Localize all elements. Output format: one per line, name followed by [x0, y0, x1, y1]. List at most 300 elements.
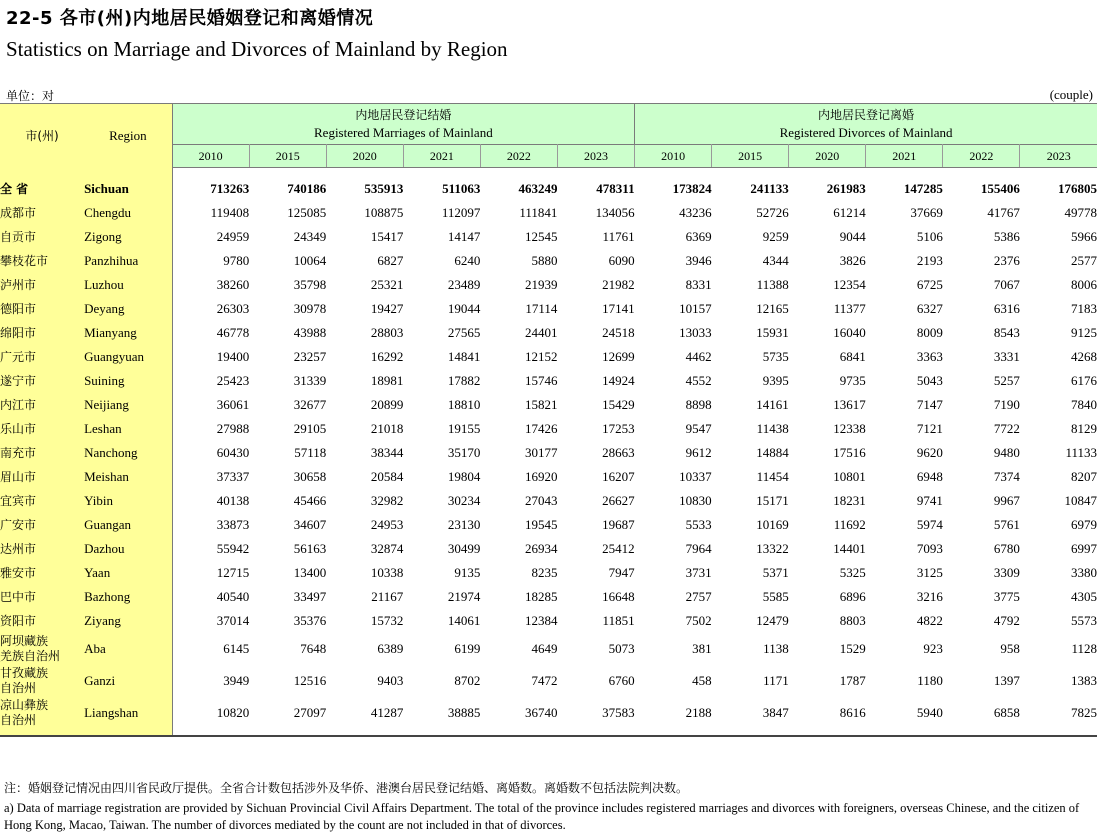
divorce-group-header-zh: 内地居民登记离婚 — [818, 108, 915, 122]
marriage-value-cell: 43988 — [293, 325, 327, 340]
marriage-value-cell: 17114 — [525, 301, 558, 316]
divorce-value-cell: 11133 — [1065, 445, 1097, 460]
region-name-zh: 宜宾市 — [0, 489, 84, 513]
marriage-value-cell: 46778 — [216, 325, 250, 340]
marriage-value-cell: 21974 — [447, 589, 481, 604]
marriage-value-cell: 17882 — [447, 373, 481, 388]
divorce-value-cell: 3216 — [916, 589, 943, 604]
region-name-en: Aba — [84, 633, 172, 665]
marriage-value-cell: 27043 — [524, 493, 558, 508]
divorce-value-cell: 1529 — [839, 641, 866, 656]
marriage-value-cell: 45466 — [293, 493, 327, 508]
region-name-zh: 自贡市 — [0, 225, 84, 249]
column-header-region-zh: 市(州) — [0, 104, 84, 168]
divorce-value-cell: 6316 — [993, 301, 1020, 316]
divorce-value-cell: 10847 — [1064, 493, 1097, 508]
marriage-value-cell: 478311 — [596, 181, 635, 196]
divorce-value-cell: 11692 — [833, 517, 866, 532]
divorce-value-cell: 5371 — [762, 565, 789, 580]
marriage-value-cell: 25321 — [370, 277, 404, 292]
region-name-zh: 德阳市 — [0, 297, 84, 321]
marriage-value-cell: 19155 — [447, 421, 481, 436]
region-name-zh: 广安市 — [0, 513, 84, 537]
divorce-value-cell: 37669 — [910, 205, 943, 220]
divorce-value-cell: 2757 — [685, 589, 712, 604]
marriage-value-cell: 36740 — [524, 705, 558, 720]
divorce-value-cell: 13322 — [756, 541, 789, 556]
marriage-value-cell: 12545 — [524, 229, 558, 244]
region-name-en: Nanchong — [84, 441, 172, 465]
region-name-zh-line: 羌族自治州 — [0, 649, 61, 663]
divorce-value-cell: 8009 — [916, 325, 943, 340]
divorce-value-cell: 7121 — [916, 421, 943, 436]
divorce-value-cell: 3309 — [993, 565, 1020, 580]
divorce-value-cell: 9741 — [916, 493, 943, 508]
divorce-value-cell: 14401 — [833, 541, 866, 556]
divorce-value-cell: 5974 — [916, 517, 943, 532]
region-name-en: Dazhou — [84, 537, 172, 561]
divorce-value-cell: 6327 — [916, 301, 943, 316]
marriage-value-cell: 14841 — [447, 349, 481, 364]
region-name-zh: 内江市 — [0, 393, 84, 417]
marriage-value-cell: 20584 — [370, 469, 404, 484]
marriage-value-cell: 108875 — [364, 205, 404, 220]
divorce-value-cell: 8616 — [839, 705, 866, 720]
marriage-value-cell: 6389 — [377, 641, 404, 656]
marriage-value-cell: 134056 — [595, 205, 635, 220]
region-name-zh-line: 甘孜藏族 — [0, 666, 49, 680]
unit-label-zh: 单位：对 — [6, 89, 55, 103]
marriage-value-cell: 40540 — [216, 589, 250, 604]
marriage-value-cell: 30499 — [447, 541, 481, 556]
region-name-zh: 雅安市 — [0, 561, 84, 585]
divorce-value-cell: 6841 — [839, 349, 866, 364]
region-name-zh: 全 省 — [0, 177, 84, 201]
divorce-value-cell: 958 — [1000, 641, 1020, 656]
marriage-value-cell: 24401 — [524, 325, 558, 340]
divorce-value-cell: 14161 — [756, 397, 789, 412]
marriage-value-cell: 6090 — [608, 253, 635, 268]
divorce-value-cell: 52726 — [756, 205, 789, 220]
marriage-value-cell: 31339 — [293, 373, 327, 388]
divorce-value-cell: 6979 — [1071, 517, 1097, 532]
divorce-group-header-en: Registered Divorces of Mainland — [779, 125, 953, 140]
divorce-value-cell: 5735 — [762, 349, 789, 364]
marriage-value-cell: 19545 — [524, 517, 558, 532]
marriage-value-cell: 56163 — [293, 541, 327, 556]
divorce-value-cell: 8207 — [1071, 469, 1097, 484]
divorce-value-cell: 2376 — [993, 253, 1020, 268]
marriage-value-cell: 57118 — [294, 445, 327, 460]
region-name-en: Mianyang — [84, 321, 172, 345]
marriage-value-cell: 5073 — [608, 641, 635, 656]
marriage-value-cell: 12384 — [524, 613, 558, 628]
divorce-value-cell: 12479 — [756, 613, 789, 628]
marriage-value-cell: 24349 — [293, 229, 327, 244]
marriage-value-cell: 36061 — [216, 397, 250, 412]
marriage-value-cell: 12516 — [293, 673, 327, 688]
marriage-value-cell: 37014 — [216, 613, 250, 628]
table-row — [0, 273, 1097, 297]
region-name-zh-line: 自治州 — [0, 713, 37, 727]
marriage-value-cell: 11851 — [602, 613, 635, 628]
divorce-year-header: 2021 — [866, 145, 943, 168]
marriage-value-cell: 26934 — [524, 541, 558, 556]
divorce-value-cell: 3331 — [993, 349, 1020, 364]
marriage-value-cell: 15746 — [524, 373, 558, 388]
divorce-value-cell: 1171 — [763, 673, 789, 688]
marriage-value-cell: 29105 — [293, 421, 327, 436]
marriage-value-cell: 37337 — [216, 469, 250, 484]
table-row — [0, 609, 1097, 633]
divorce-value-cell: 7183 — [1071, 301, 1097, 316]
region-name-en: Panzhihua — [84, 249, 172, 273]
divorce-value-cell: 2577 — [1071, 253, 1097, 268]
marriage-value-cell: 10064 — [293, 253, 327, 268]
table-row — [0, 537, 1097, 561]
statistics-table — [0, 103, 1097, 737]
marriage-value-cell: 6760 — [608, 673, 635, 688]
divorce-value-cell: 6725 — [916, 277, 943, 292]
region-name-en: Guangyuan — [84, 345, 172, 369]
region-name-zh: 达州市 — [0, 537, 84, 561]
region-name-zh: 成都市 — [0, 201, 84, 225]
marriage-value-cell: 19427 — [370, 301, 404, 316]
table-row — [0, 465, 1097, 489]
divorce-value-cell: 5573 — [1071, 613, 1097, 628]
marriage-value-cell: 32874 — [370, 541, 404, 556]
divorce-year-header: 2020 — [789, 145, 866, 168]
marriage-value-cell: 7648 — [300, 641, 327, 656]
region-name-en: Luzhou — [84, 273, 172, 297]
marriage-value-cell: 125085 — [287, 205, 327, 220]
marriage-value-cell: 19804 — [447, 469, 481, 484]
marriage-value-cell: 17253 — [602, 421, 635, 436]
divorce-value-cell: 16040 — [833, 325, 866, 340]
table-row — [0, 201, 1097, 225]
table-row — [0, 297, 1097, 321]
marriage-group-header-en: Registered Marriages of Mainland — [314, 125, 493, 140]
marriage-value-cell: 38885 — [447, 705, 481, 720]
divorce-year-header: 2010 — [635, 145, 712, 168]
divorce-value-cell: 261983 — [826, 181, 866, 196]
marriage-value-cell: 8702 — [454, 673, 481, 688]
marriage-value-cell: 33497 — [293, 589, 327, 604]
marriage-value-cell: 27988 — [216, 421, 250, 436]
divorce-value-cell: 2188 — [685, 705, 712, 720]
region-name-zh: 攀枝花市 — [0, 249, 84, 273]
marriage-year-header: 2022 — [480, 145, 557, 168]
marriage-value-cell: 35376 — [293, 613, 327, 628]
marriage-value-cell: 24959 — [216, 229, 250, 244]
region-name-zh-line: 阿坝藏族 — [0, 634, 49, 648]
divorce-value-cell: 12165 — [756, 301, 789, 316]
region-name-zh — [0, 665, 84, 697]
table-row — [0, 513, 1097, 537]
footnote-en: a) Data of marriage registration are provided by Sichuan Provincial Civil Affairs Department. The total of the province includes registered marriages and divorces with foreigners, overseas Chinese, and the citizen of Hong Kong, Macao, Taiwan. The number of divorces mediated by the count are not included in that of divorces. — [4, 801, 1080, 832]
marriage-value-cell: 6240 — [454, 253, 481, 268]
region-name-en: Yaan — [84, 561, 172, 585]
marriage-value-cell: 511063 — [442, 181, 481, 196]
page-title-en: Statistics on Marriage and Divorces of Mainland by Region — [6, 37, 508, 61]
marriage-value-cell: 7947 — [608, 565, 635, 580]
divorce-value-cell: 17516 — [833, 445, 866, 460]
marriage-value-cell: 8235 — [531, 565, 558, 580]
divorce-value-cell: 7190 — [993, 397, 1020, 412]
marriage-value-cell: 9135 — [454, 565, 481, 580]
marriage-value-cell: 34607 — [293, 517, 327, 532]
divorce-value-cell: 10801 — [833, 469, 866, 484]
divorce-group-header — [635, 104, 1097, 145]
divorce-value-cell: 7093 — [916, 541, 943, 556]
divorce-value-cell: 5761 — [993, 517, 1020, 532]
marriage-value-cell: 21982 — [602, 277, 635, 292]
region-name-en: Meishan — [84, 465, 172, 489]
marriage-value-cell: 18810 — [447, 397, 481, 412]
region-name-en: Chengdu — [84, 201, 172, 225]
region-name-en: Bazhong — [84, 585, 172, 609]
marriage-value-cell: 18981 — [370, 373, 404, 388]
marriage-value-cell: 6827 — [377, 253, 404, 268]
divorce-value-cell: 4344 — [762, 253, 789, 268]
marriage-value-cell: 15821 — [524, 397, 558, 412]
marriage-year-header: 2021 — [403, 145, 480, 168]
divorce-value-cell: 11377 — [833, 301, 866, 316]
region-name-zh-line: 凉山彝族 — [0, 698, 49, 712]
table-row — [0, 321, 1097, 345]
marriage-value-cell: 19044 — [447, 301, 481, 316]
table-row-total — [0, 177, 1097, 201]
marriage-value-cell: 33873 — [216, 517, 250, 532]
marriage-value-cell: 12699 — [602, 349, 635, 364]
divorce-value-cell: 43236 — [679, 205, 712, 220]
table-row — [0, 249, 1097, 273]
divorce-value-cell: 381 — [692, 641, 712, 656]
divorce-value-cell: 6896 — [839, 589, 866, 604]
divorce-value-cell: 13033 — [679, 325, 712, 340]
marriage-value-cell: 40138 — [216, 493, 250, 508]
marriage-value-cell: 112097 — [441, 205, 481, 220]
region-name-en: Neijiang — [84, 393, 172, 417]
divorce-value-cell: 3775 — [993, 589, 1020, 604]
marriage-value-cell: 19687 — [602, 517, 635, 532]
region-name-zh: 南充市 — [0, 441, 84, 465]
divorce-value-cell: 5106 — [916, 229, 943, 244]
marriage-value-cell: 32677 — [293, 397, 327, 412]
divorce-value-cell: 7502 — [685, 613, 712, 628]
divorce-value-cell: 7964 — [685, 541, 712, 556]
region-name-en: Deyang — [84, 297, 172, 321]
table-row — [0, 393, 1097, 417]
marriage-value-cell: 740186 — [287, 181, 327, 196]
marriage-value-cell: 37583 — [602, 705, 635, 720]
divorce-value-cell: 7147 — [916, 397, 943, 412]
divorce-value-cell: 1787 — [839, 673, 866, 688]
marriage-value-cell: 23130 — [447, 517, 481, 532]
divorce-value-cell: 5585 — [762, 589, 789, 604]
region-name-en: Guangan — [84, 513, 172, 537]
marriage-value-cell: 20899 — [370, 397, 404, 412]
marriage-value-cell: 10338 — [370, 565, 404, 580]
divorce-value-cell: 9480 — [993, 445, 1020, 460]
divorce-value-cell: 1383 — [1071, 673, 1097, 688]
marriage-year-header: 2023 — [557, 145, 634, 168]
divorce-value-cell: 5533 — [685, 517, 712, 532]
marriage-value-cell: 55942 — [216, 541, 250, 556]
region-name-en: Zigong — [84, 225, 172, 249]
divorce-value-cell: 9044 — [839, 229, 866, 244]
divorce-value-cell: 9395 — [762, 373, 789, 388]
divorce-value-cell: 923 — [923, 641, 943, 656]
divorce-value-cell: 11454 — [756, 469, 789, 484]
marriage-value-cell: 111841 — [519, 205, 558, 220]
marriage-value-cell: 16648 — [602, 589, 635, 604]
region-name-en: Suining — [84, 369, 172, 393]
divorce-value-cell: 8898 — [685, 397, 712, 412]
marriage-value-cell: 25412 — [602, 541, 635, 556]
marriage-value-cell: 28663 — [602, 445, 635, 460]
marriage-value-cell: 23489 — [447, 277, 481, 292]
divorce-value-cell: 10337 — [679, 469, 712, 484]
divorce-value-cell: 2193 — [916, 253, 943, 268]
divorce-value-cell: 5966 — [1071, 229, 1097, 244]
divorce-year-header: 2023 — [1020, 145, 1097, 168]
marriage-value-cell: 12152 — [524, 349, 558, 364]
marriage-value-cell: 463249 — [518, 181, 558, 196]
divorce-value-cell: 15171 — [756, 493, 789, 508]
marriage-value-cell: 5880 — [531, 253, 558, 268]
table-row — [0, 665, 1097, 697]
region-name-zh: 资阳市 — [0, 609, 84, 633]
marriage-value-cell: 28803 — [370, 325, 404, 340]
divorce-value-cell: 3731 — [685, 565, 712, 580]
divorce-value-cell: 147285 — [903, 181, 943, 196]
marriage-value-cell: 19400 — [216, 349, 250, 364]
divorce-value-cell: 3946 — [685, 253, 712, 268]
marriage-value-cell: 24518 — [602, 325, 635, 340]
table-row — [0, 633, 1097, 665]
table-row — [0, 489, 1097, 513]
divorce-year-header: 2015 — [712, 145, 789, 168]
table-row — [0, 417, 1097, 441]
divorce-value-cell: 15931 — [756, 325, 789, 340]
divorce-value-cell: 7825 — [1071, 705, 1097, 720]
divorce-value-cell: 49778 — [1064, 205, 1097, 220]
region-name-en: Yibin — [84, 489, 172, 513]
divorce-value-cell: 458 — [692, 673, 712, 688]
divorce-value-cell: 8006 — [1071, 277, 1097, 292]
region-name-zh-line: 自治州 — [0, 681, 37, 695]
marriage-value-cell: 32982 — [370, 493, 404, 508]
table-row — [0, 369, 1097, 393]
marriage-value-cell: 6145 — [223, 641, 250, 656]
divorce-value-cell: 9967 — [993, 493, 1020, 508]
marriage-value-cell: 35170 — [447, 445, 481, 460]
marriage-value-cell: 3949 — [223, 673, 250, 688]
divorce-value-cell: 3363 — [916, 349, 943, 364]
divorce-value-cell: 6780 — [993, 541, 1020, 556]
divorce-value-cell: 6369 — [685, 229, 712, 244]
region-name-en: Sichuan — [84, 177, 172, 201]
marriage-value-cell: 15417 — [370, 229, 404, 244]
region-name-en: Ganzi — [84, 665, 172, 697]
divorce-value-cell: 10157 — [679, 301, 712, 316]
region-name-en: Leshan — [84, 417, 172, 441]
divorce-value-cell: 3380 — [1071, 565, 1097, 580]
divorce-value-cell: 11438 — [756, 421, 789, 436]
divorce-value-cell: 173824 — [672, 181, 712, 196]
marriage-value-cell: 21018 — [370, 421, 404, 436]
marriage-value-cell: 15429 — [602, 397, 635, 412]
table-row — [0, 441, 1097, 465]
divorce-value-cell: 8543 — [993, 325, 1020, 340]
divorce-value-cell: 7374 — [993, 469, 1020, 484]
page-title-zh: 22-5 各市(州)内地居民婚姻登记和离婚情况 — [6, 8, 374, 29]
divorce-value-cell: 3826 — [839, 253, 866, 268]
marriage-value-cell: 30177 — [524, 445, 558, 460]
marriage-value-cell: 7472 — [531, 673, 558, 688]
table-row — [0, 697, 1097, 729]
divorce-value-cell: 4822 — [916, 613, 943, 628]
marriage-value-cell: 119408 — [210, 205, 250, 220]
marriage-value-cell: 30234 — [447, 493, 481, 508]
divorce-value-cell: 10169 — [756, 517, 789, 532]
marriage-value-cell: 21167 — [371, 589, 404, 604]
divorce-value-cell: 41767 — [987, 205, 1020, 220]
marriage-value-cell: 535913 — [364, 181, 404, 196]
marriage-value-cell: 21939 — [524, 277, 558, 292]
marriage-year-header: 2010 — [172, 145, 249, 168]
marriage-year-header: 2020 — [326, 145, 403, 168]
marriage-value-cell: 9780 — [223, 253, 250, 268]
divorce-value-cell: 9259 — [762, 229, 789, 244]
divorce-value-cell: 5386 — [993, 229, 1020, 244]
marriage-value-cell: 27097 — [293, 705, 327, 720]
divorce-value-cell: 4792 — [993, 613, 1020, 628]
marriage-value-cell: 12715 — [216, 565, 250, 580]
table-row — [0, 585, 1097, 609]
marriage-value-cell: 41287 — [370, 705, 404, 720]
divorce-value-cell: 7067 — [993, 277, 1020, 292]
divorce-value-cell: 6997 — [1071, 541, 1097, 556]
divorce-value-cell: 1138 — [763, 641, 789, 656]
marriage-value-cell: 27565 — [447, 325, 481, 340]
marriage-value-cell: 14147 — [447, 229, 481, 244]
region-name-zh: 泸州市 — [0, 273, 84, 297]
marriage-value-cell: 26627 — [602, 493, 635, 508]
divorce-value-cell: 4462 — [685, 349, 712, 364]
divorce-value-cell: 6858 — [993, 705, 1020, 720]
divorce-value-cell: 1180 — [917, 673, 943, 688]
divorce-value-cell: 176805 — [1058, 181, 1097, 196]
region-name-zh — [0, 697, 84, 729]
divorce-value-cell: 61214 — [833, 205, 866, 220]
marriage-value-cell: 30658 — [293, 469, 327, 484]
marriage-value-cell: 17141 — [602, 301, 635, 316]
divorce-value-cell: 4268 — [1071, 349, 1097, 364]
divorce-value-cell: 1128 — [1071, 641, 1097, 656]
marriage-value-cell: 38344 — [370, 445, 404, 460]
marriage-value-cell: 17426 — [524, 421, 558, 436]
divorce-value-cell: 4552 — [685, 373, 712, 388]
marriage-value-cell: 18285 — [524, 589, 558, 604]
divorce-value-cell: 9735 — [839, 373, 866, 388]
region-name-zh: 眉山市 — [0, 465, 84, 489]
marriage-value-cell: 713263 — [210, 181, 250, 196]
region-name-zh: 绵阳市 — [0, 321, 84, 345]
divorce-value-cell: 155406 — [980, 181, 1020, 196]
region-name-en: Ziyang — [84, 609, 172, 633]
